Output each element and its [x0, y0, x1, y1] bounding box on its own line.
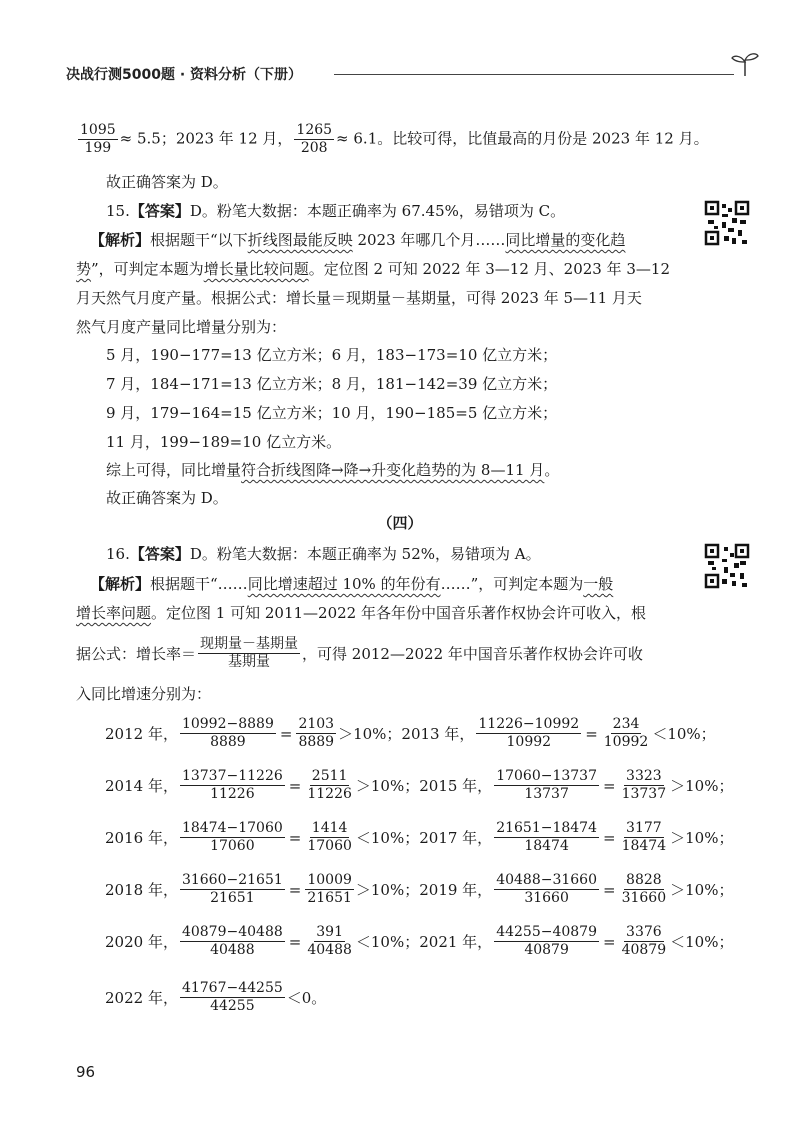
- q16-analysis-line4: 入同比增速分别为：: [76, 685, 212, 703]
- fraction-denominator: 40488: [210, 942, 255, 958]
- fraction-denominator: 21651: [307, 890, 352, 906]
- answer-line: 故正确答案为 D。: [106, 173, 228, 191]
- q16-analysis-line1: 【解析】根据题干“……同比增速超过 10% 的年份有……”，可判定本题为一般: [90, 575, 614, 593]
- qr-code-icon: [704, 200, 750, 246]
- fraction-denominator: 40879: [524, 942, 569, 958]
- math-row: [105, 768, 733, 803]
- year-label: 2014 年，: [105, 777, 178, 795]
- fraction-denominator: 11226: [210, 786, 255, 802]
- comparison: ＞10%；: [355, 881, 420, 899]
- page-number: 96: [76, 1063, 96, 1081]
- fraction-denominator: 17060: [210, 838, 255, 854]
- header-rule: [334, 74, 734, 75]
- math-row: [105, 872, 733, 907]
- sprout-icon: [730, 48, 760, 78]
- math-row: [105, 820, 733, 855]
- fraction-numerator: 3376: [626, 924, 662, 940]
- fraction-numerator: 44255−40879: [496, 924, 597, 940]
- fraction-numerator: 3177: [626, 820, 662, 836]
- equals-sign: =: [603, 828, 616, 847]
- equals-sign: =: [288, 932, 302, 951]
- q15-calc-row: 5 月，190−177=13 亿立方米；6 月，183−173=10 亿立方米；: [106, 346, 558, 364]
- fraction: [180, 820, 285, 855]
- fraction: [620, 768, 669, 803]
- fraction-denominator: 31660: [621, 890, 667, 906]
- fraction: [180, 872, 285, 907]
- fraction-denominator: 8889: [298, 734, 335, 750]
- q15-summary: 综上可得，同比增量符合折线图降→降→升变化趋势的为 8—11 月。: [106, 461, 560, 479]
- qr-code-icon: [704, 543, 750, 589]
- fraction: [620, 872, 669, 907]
- year-label: 2015 年，: [419, 777, 493, 795]
- comparison: ＞10%；: [670, 881, 734, 899]
- fraction: [305, 820, 354, 855]
- equals-sign: =: [603, 880, 616, 899]
- fraction-numerator: 21651−18474: [496, 820, 597, 836]
- fraction-denominator: 40879: [621, 942, 667, 958]
- running-header: [66, 62, 756, 88]
- q15-analysis-line2: 势”，可判定本题为增长量比较问题。定位图 2 可知 2022 年 3—12 月、2023 年 3—12: [76, 260, 671, 278]
- fraction: $\frac{1265}{208}$: [296, 122, 333, 156]
- equals-sign: =: [279, 724, 293, 743]
- fraction: [180, 716, 276, 751]
- fraction-numerator: 10992−8889: [181, 716, 274, 732]
- comparison: ＞10%；: [355, 777, 420, 795]
- fraction-numerator: 2103: [298, 716, 335, 732]
- q15-calc-row: 7 月，184−171=13 亿立方米；8 月，181−142=39 亿立方米；: [106, 375, 558, 393]
- fraction: $\frac{1095}{199}$: [80, 122, 116, 156]
- fraction-denominator: 13737: [524, 786, 569, 802]
- fraction: [494, 768, 599, 803]
- fraction: [180, 768, 285, 803]
- continuation-line: $\frac{1095}{199}$ ≈ 5.5；2023 年 12 月， $\frac{1265}{208}$ ≈ 6.1。比较可得，比值最高的月份是 2023 年 12 月。: [80, 122, 709, 156]
- fraction-denominator: 10992: [506, 734, 552, 750]
- q15-final-answer: 故正确答案为 D。: [106, 489, 228, 507]
- q15-analysis-line1: 【解析】根据题干“以下折线图最能反映 2023 年哪几个月……同比增量的变化趋: [90, 231, 626, 249]
- fraction-denominator: 31660: [524, 890, 569, 906]
- fraction: [305, 924, 354, 959]
- equals-sign: =: [288, 828, 302, 847]
- year-label: 2012 年，: [105, 725, 178, 743]
- comparison: ＜10%；: [652, 725, 716, 743]
- formula-fraction: $\frac{\text{现期量－基期量}}{\text{基期量}}$: [200, 636, 299, 670]
- fraction: [476, 716, 581, 751]
- fraction: [305, 872, 354, 907]
- math-row: [105, 716, 716, 751]
- fraction-numerator: 1414: [311, 820, 348, 836]
- fraction: [296, 716, 336, 751]
- comparison: ＜10%；: [355, 933, 420, 951]
- fraction-numerator: 17060−13737: [496, 768, 597, 784]
- fraction-denominator: 18474: [524, 838, 569, 854]
- equals-sign: =: [288, 880, 302, 899]
- fraction: [305, 768, 354, 803]
- fraction-denominator: 40488: [307, 942, 352, 958]
- fraction-numerator: 13737−11226: [181, 768, 283, 784]
- math-row: [105, 924, 733, 959]
- q15-analysis-line4: 然气月度产量同比增量分别为：: [76, 318, 287, 336]
- fraction-denominator: 11226: [307, 786, 352, 802]
- equals-sign: =: [603, 776, 616, 795]
- year-label: 2020 年，: [105, 933, 178, 951]
- q16-answer: 16.【答案】D。粉笔大数据：本题正确率为 52%，易错项为 A。: [106, 545, 541, 563]
- fraction: [494, 924, 599, 959]
- fraction: [620, 820, 669, 855]
- fraction-numerator: 40488−31660: [496, 872, 597, 888]
- fraction-numerator: 8828: [626, 872, 662, 888]
- comparison: ＜10%；: [670, 933, 734, 951]
- equals-sign: =: [288, 776, 302, 795]
- math-row-last: 2022 年， $\frac{41767-44255}{44255}$ ＜0。: [105, 980, 327, 1014]
- year-label: 2018 年，: [105, 881, 178, 899]
- fraction-numerator: 18474−17060: [181, 820, 283, 836]
- year-label: 2019 年，: [419, 881, 493, 899]
- fraction-numerator: 11226−10992: [478, 716, 580, 732]
- fraction: [620, 924, 669, 959]
- equals-sign: =: [585, 724, 598, 743]
- year-label: 2021 年，: [419, 933, 493, 951]
- fraction: [180, 924, 285, 959]
- fraction-denominator: 21651: [210, 890, 255, 906]
- q16-analysis-line3: 据公式：增长率＝ $\frac{\text{现期量－基期量}}{\text{基期量}}$ ，可得 2012—2022 年中国音乐著作权协会许可收: [76, 636, 643, 670]
- comparison: ＞10%；: [670, 829, 734, 847]
- fraction-numerator: 3323: [626, 768, 662, 784]
- comparison: ＞10%；: [670, 777, 734, 795]
- q15-calc-row: 11 月，199−189=10 亿立方米。: [106, 433, 342, 451]
- year-label: 2016 年，: [105, 829, 178, 847]
- fraction-denominator: 17060: [307, 838, 352, 854]
- year-label: 2017 年，: [419, 829, 493, 847]
- fraction-denominator: 10992: [603, 734, 649, 750]
- fraction-numerator: 234: [612, 716, 640, 732]
- q15-answer: 15.【答案】D。粉笔大数据：本题正确率为 67.45%，易错项为 C。: [106, 202, 566, 220]
- comparison: ＞10%；: [338, 725, 402, 743]
- q16-analysis-line2: 增长率问题。定位图 1 可知 2011—2022 年各年份中国音乐著作权协会许可收入，根: [76, 604, 646, 622]
- book-title: 决战行测5000题 · 资料分析（下册）: [66, 67, 303, 83]
- fraction-numerator: 2511: [311, 768, 348, 784]
- fraction-denominator: 13737: [621, 786, 667, 802]
- fraction-numerator: 31660−21651: [181, 872, 283, 888]
- comparison: ＜10%；: [355, 829, 420, 847]
- fraction-numerator: 10009: [307, 872, 352, 888]
- fraction-numerator: 40879−40488: [181, 924, 283, 940]
- fraction-denominator: 8889: [210, 734, 246, 750]
- fraction-numerator: 391: [316, 924, 343, 940]
- q15-analysis-line3: 月天然气月度产量。根据公式：增长量＝现期量－基期量，可得 2023 年 5—11 月天: [76, 289, 642, 307]
- year-label: 2013 年，: [401, 725, 475, 743]
- fraction: [494, 872, 599, 907]
- fraction: $\frac{41767-44255}{44255}$: [181, 980, 283, 1014]
- section-title: （四）: [377, 514, 423, 532]
- q15-calc-row: 9 月，179−164=15 亿立方米；10 月，190−185=5 亿立方米；: [106, 404, 558, 422]
- fraction: [602, 716, 651, 751]
- fraction: [494, 820, 599, 855]
- fraction-denominator: 18474: [621, 838, 667, 854]
- equals-sign: =: [603, 932, 616, 951]
